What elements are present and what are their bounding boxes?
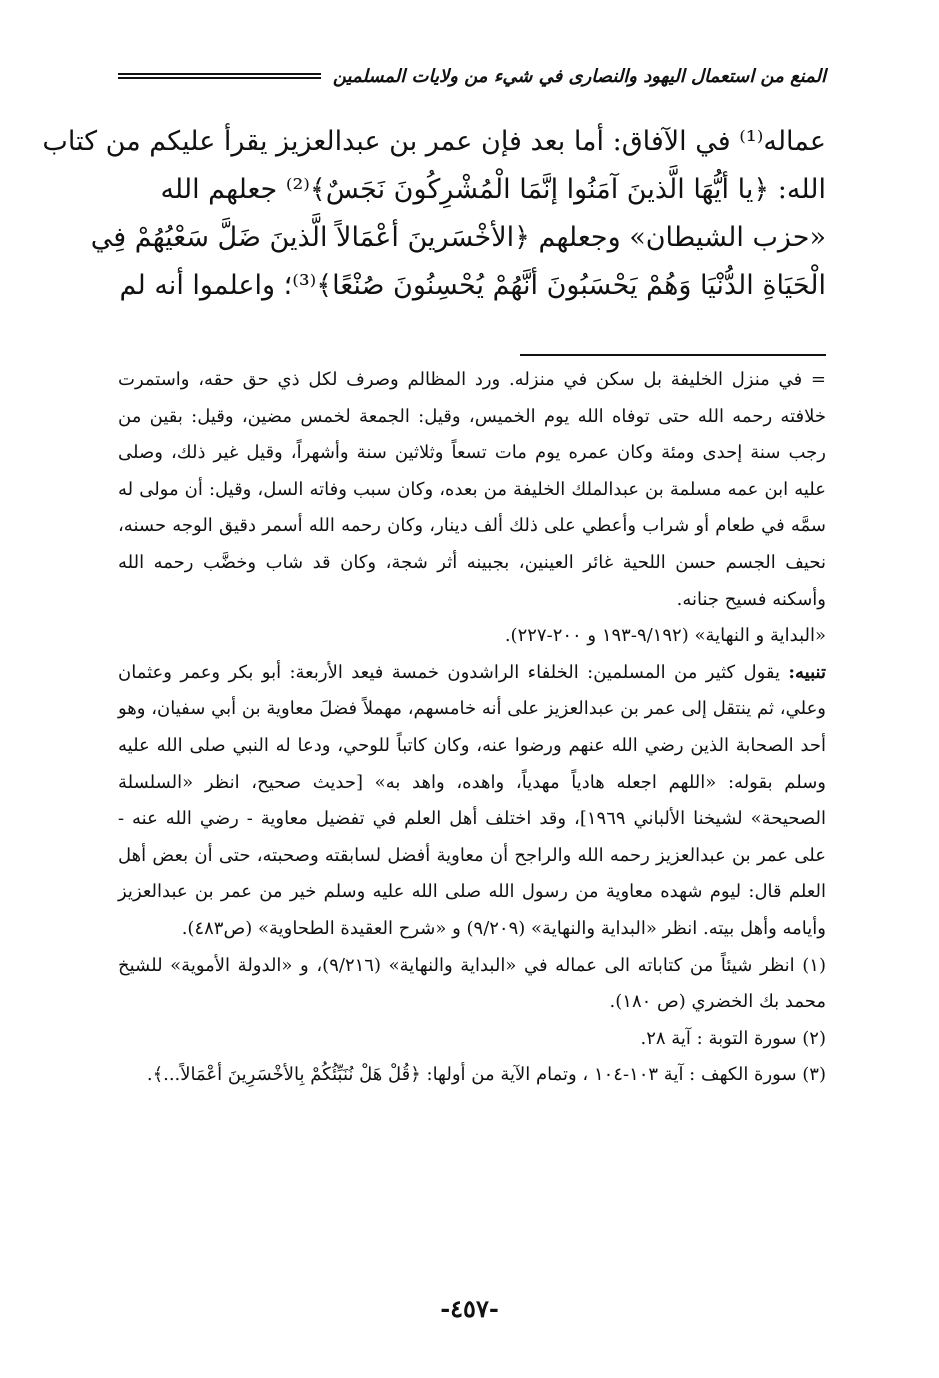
- main-text-line: الله: ﴿يا أيُّهَا الَّذينَ آمَنُوا إنَّمَا الْمُشْرِكُونَ نَجَسٌ﴾⁽²⁾ جعلهم الله: [160, 174, 826, 205]
- main-text: [42, 118, 826, 310]
- running-header: [118, 58, 826, 94]
- footnote-separator: [520, 354, 826, 356]
- main-text-line: عماله⁽¹⁾ في الآفاق: أما بعد فإن عمر بن عبدالعزيز يقرأ عليكم من كتاب: [42, 126, 826, 157]
- footnote-continuation: = في منزل الخليفة بل سكن في منزله. ورد المظالم وصرف لكل ذي حق حقه، واستمرت خلافته رحمه الله حتى توفاه الله يوم الخميس، وقيل: الجمعة لخمس مضين، وقيل: بقين من رجب سنة إحدى ومئة وكان عمره يوم مات تسعاً وثلاثين سنة وأشهراً، وقيل غير ذلك، وصلى عليه ابن عمه مسلمة بن عبدالملك الخليفة من بعده، وكان سبب وفاته السل، وقيل: أن مولى له سمَّه في طعام أو شراب وأعطي على ذلك ألف دينار، وكان رحمه الله أسمر دقيق الوجه حسنه، نحيف الجسم حسن اللحية غائر العينين، بجبينه أثر شجة، وكان قد شاب وخضَّب رحمه الله وأسكنه فسيح جنانه.: [118, 369, 826, 610]
- footnotes: [118, 362, 826, 1094]
- main-text-line: الْحَيَاةِ الدُّنْيَا وَهُمْ يَحْسَبُونَ أنَّهُمْ يُحْسِنُونَ صُنْعًا﴾⁽³⁾؛ واعلموا أنه لم: [119, 270, 826, 301]
- footnote-3: (٣) سورة الكهف : آية ١٠٣-١٠٤ ، وتمام الآية من أولها: ﴿قُلْ هَلْ نُنَبِّئُكُمْ بِالأخْسَرِينَ أعْمَالاً...﴾.: [146, 1064, 826, 1086]
- header-double-rule: [118, 73, 321, 79]
- footnote-note: [118, 655, 826, 948]
- footnote-note-label: تنبيه:: [788, 661, 826, 683]
- footnote-note-text: يقول كثير من المسلمين: الخلفاء الراشدون خمسة فيعد الأربعة: أبو بكر وعمر وعثمان وعلي، ثم ينتقل إلى عمر بن عبدالعزيز على أنه خامسهم، مهملاً فضلَ معاوية بن أبي سفيان، وهو أحد الصحابة الذين رضي الله عنهم ورضوا عنه، وكان كاتباً للوحي، ودعا له النبي صلى الله عليه وسلم بقوله: «اللهم اجعله هادياً مهدياً، واهده، واهد به» [حديث صحيح، انظر «السلسلة الصحيحة» لشيخنا الألباني ١٩٦٩]، وقد اختلف أهل العلم في تفضيل معاوية - رضي الله عنه - على عمر بن عبدالعزيز رحمه الله والراجح أن معاوية أفضل لسابقته وصحبته، حتى أن بعض أهل العلم قال: ليوم شهده معاوية من رسول الله صلى الله عليه وسلم خير من عمر بن عبدالعزيز وأيامه وأهل بيته. انظر «البداية والنهاية» (٩/٢٠٩) و «شرح العقيدة الطحاوية» (ص٤٨٣).: [118, 661, 827, 939]
- main-text-line: «حزب الشيطان» وجعلهم ﴿الأخْسَرينَ أعْمَالاً الَّذينَ ضَلَّ سَعْيُهُمْ فِي: [90, 222, 826, 253]
- running-header-title: المنع من استعمال اليهود والنصارى في شيء من ولايات المسلمين: [332, 65, 826, 87]
- page-number: -٤٥٧-: [440, 1294, 499, 1323]
- footnote-1: (١) انظر شيئاً من كتاباته الى عماله في «البداية والنهاية» (٩/٢١٦)، و «الدولة الأموية» للشيخ محمد بك الخضري (ص ١٨٠).: [118, 954, 826, 1013]
- footnote-continuation-source: «البداية و النهاية» (٩/١٩٢-١٩٣ و ٢٠٠-٢٢٧).: [504, 625, 826, 647]
- footnote-2: (٢) سورة التوبة : آية ٢٨.: [640, 1027, 826, 1049]
